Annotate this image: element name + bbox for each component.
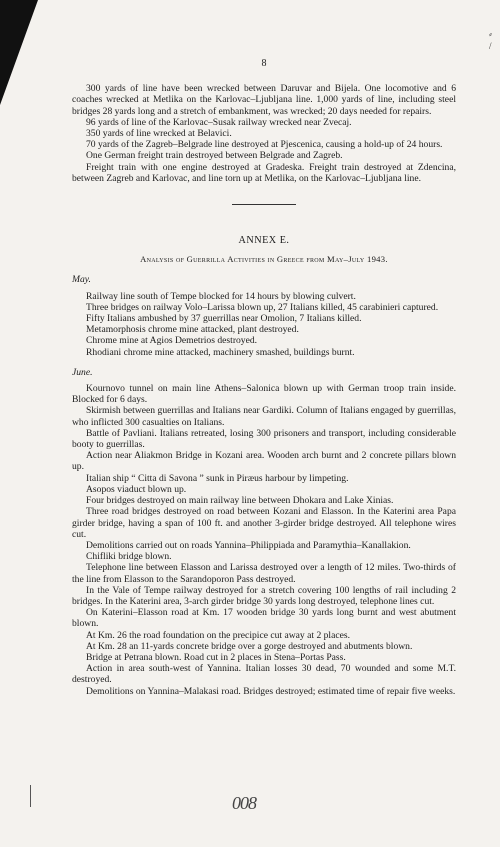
- month-heading-june: June.: [72, 366, 93, 378]
- section-divider: [232, 204, 296, 205]
- paragraph: 96 yards of line of the Karlovac–Susak railway wrecked near Zvecaj.: [86, 116, 352, 128]
- top-section: [72, 83, 456, 184]
- list-item: Chifliki bridge blown.: [86, 551, 172, 563]
- list-item: Rhodiani chrome mine attacked, machinery smashed, buildings burnt.: [86, 346, 355, 358]
- list-item: Four bridges destroyed on main railway line between Dhokara and Lake Xinias.: [86, 495, 394, 507]
- list-item: Three road bridges destroyed on road between Kozani and Elasson. In the Katerini area Papa girder bridge, having a span of 100 ft. and another 3-girder bridge destroyed. All telephone wires cut.: [72, 506, 456, 540]
- list-item: Chrome mine at Agios Demetrios destroyed.: [86, 335, 258, 347]
- list-item: Asopos viaduct blown up.: [86, 483, 187, 495]
- page-number: 8: [261, 58, 267, 69]
- list-item: Telephone line between Elasson and Larissa destroyed over a length of 12 miles. Two-thirds of the line from Elasson to the Sarandoporon Pass destroyed.: [72, 562, 456, 585]
- handwritten-page-mark: 008: [232, 793, 256, 813]
- black-corner-mark: [0, 0, 38, 105]
- paragraph: 300 yards of line have been wrecked between Daruvar and Bijela. One locomotive and 6 coaches wrecked at Metlika on the Karlovac–Ljubljana line. 1,000 yards of line, including steel bridges 28 yards long and a stretch of embankment, was wrecked; 20 days needed for repairs.: [72, 83, 456, 117]
- list-item: Fifty Italians ambushed by 37 guerrillas near Omolion, 7 Italians killed.: [86, 313, 362, 325]
- list-item: Skirmish between guerrillas and Italians near Gardiki. Column of Italians engaged by guerrillas, who inflicted 300 casualties on Italians.: [72, 405, 456, 428]
- month-heading-may: May.: [72, 274, 91, 286]
- list-item: At Km. 28 an 11-yards concrete bridge over a gorge destroyed and abutments blown.: [86, 640, 413, 652]
- list-item: Bridge at Petrana blown. Road cut in 2 places in Stena–Portas Pass.: [86, 651, 346, 663]
- list-item: Battle of Pavliani. Italians retreated, losing 300 prisoners and transport, including considerable booty to guerrillas.: [72, 427, 456, 451]
- list-item: At Km. 26 the road foundation on the precipice cut away at 2 places.: [86, 629, 351, 641]
- margin-tick-marks: ⸗ /: [489, 29, 492, 51]
- list-item: Demolitions carried out on roads Yannina–Philippiada and Paramythia–Kanallakion.: [86, 539, 411, 551]
- list-item: Demolitions on Yannina–Malakasi road. Bridges destroyed; estimated time of repair five weeks.: [86, 685, 456, 697]
- paragraph: 350 yards of line wrecked at Belavici.: [86, 128, 232, 140]
- list-item: In the Vale of Tempe railway destroyed for a stretch covering 100 lengths of rail including 2 bridges. In the Katerini area, 3-arch girder bridge 30 yards long destroyed, telephone lines cut.: [72, 584, 456, 607]
- paragraph: One German freight train destroyed between Belgrade and Zagreb.: [86, 150, 343, 162]
- list-item: Kournovo tunnel on main line Athens–Salonica blown up with German troop train inside. Blocked for 6 days.: [72, 383, 456, 406]
- list-item: On Katerini–Elasson road at Km. 17 wooden bridge 30 yards long burnt and west abutment blown.: [72, 607, 456, 630]
- paragraph: Freight train with one engine destroyed at Gradeska. Freight train destroyed at Zdencina, between Zagreb and Karlovac, and line torn up at Metlika, on the Karlovac–Ljubljana line.: [72, 161, 456, 184]
- list-item: Railway line south of Tempe blocked for 14 hours by blowing culvert.: [86, 290, 356, 302]
- document-page: [72, 58, 456, 697]
- annex-subtitle: Analysis of Guerrilla Activities in Greece from May–July 1943.: [140, 254, 388, 265]
- list-item: Action near Aliakmon Bridge in Kozani area. Wooden arch burnt and 2 concrete pillars blown up.: [72, 450, 456, 473]
- list-item: Action in area south-west of Yannina. Italian losses 30 dead, 70 wounded and some M.T. destroyed.: [72, 663, 456, 686]
- annex-title: ANNEX E.: [238, 235, 290, 247]
- list-item: Metamorphosis chrome mine attacked, plant destroyed.: [86, 324, 299, 336]
- list-item: Three bridges on railway Volo–Larissa blown up, 27 Italians killed, 45 carabinieri captured.: [86, 301, 439, 313]
- paragraph: 70 yards of the Zagreb–Belgrade line destroyed at Pjescenica, causing a hold-up of 24 hours.: [86, 139, 443, 151]
- margin-bracket-mark: [30, 785, 47, 807]
- list-item: Italian ship “ Citta di Savona ” sunk in Piræus harbour by limpeting.: [86, 472, 349, 484]
